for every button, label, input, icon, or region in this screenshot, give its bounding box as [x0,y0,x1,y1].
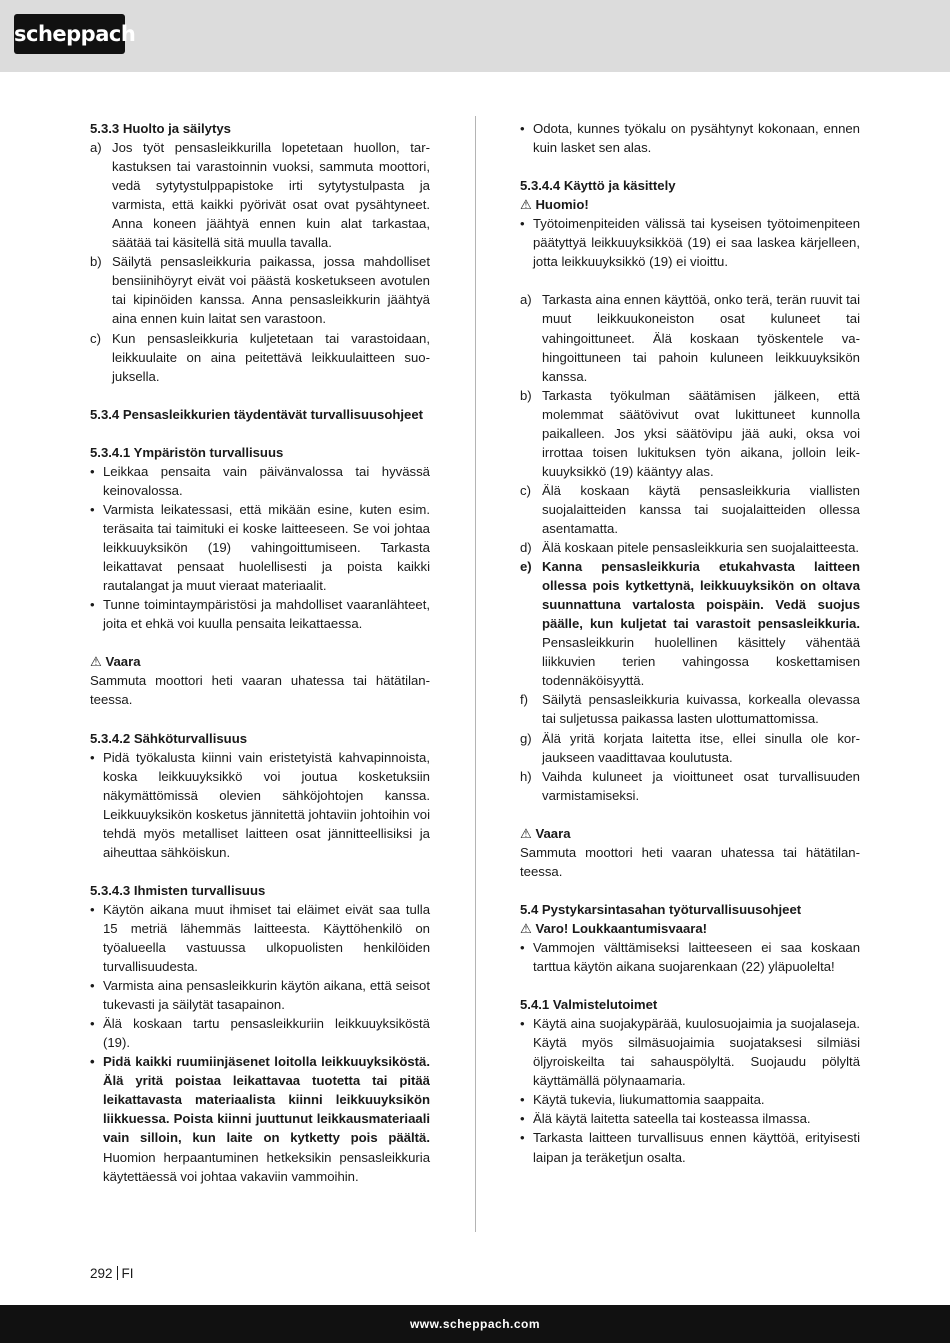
list-marker: b) [90,254,102,270]
bullet-item [520,1014,860,1090]
note-heading [520,195,860,214]
bullet-marker: • [90,901,95,917]
bullet-text: Käytä tukevia, liukumattomia saappaita. [533,1092,765,1108]
page-footer [90,1266,134,1281]
language-code: FI [121,1266,134,1281]
page-number: 292 [90,1266,113,1281]
bullet-item [90,748,430,862]
list-item [90,138,430,252]
danger-heading [520,824,860,843]
section-5-4-1-title: 5.4.1 Valmistelutoimet [520,997,658,1013]
bullet-marker: • [520,1130,525,1146]
list-marker: c) [90,330,101,346]
list-item [520,481,860,538]
list-marker: a) [90,140,102,156]
warning-triangle-icon: ⚠ [520,920,532,936]
bullet-text: Älä käytä laitetta sateella tai kosteassa ilmassa. [533,1111,811,1127]
list-item-text: Älä koskaan käytä pensasleikkuria viallisten suojalaitteiden kanssa tai suojalaitteiden ollessa asentamatta. [542,482,860,536]
list-item-text: Pensasleikkurin huolellinen käsittely vähentää liikkuvien terien vahingossa koskettamisen todennäköisyyttä. [542,635,860,689]
danger-heading [90,652,430,671]
section-5-4-title: 5.4 Pystykarsintasahan työturvallisuusohjeet [520,901,802,917]
bullet-marker: • [520,121,525,136]
bullet-marker: • [90,597,95,613]
list-item [520,690,860,728]
list-marker: h) [520,768,532,784]
website-url: www.scheppach.com [409,1317,541,1331]
section-5-3-4-3-title: 5.3.4.3 Ihmisten turvallisuus [90,882,266,898]
bullet-item [90,462,430,500]
danger-title: Vaara [535,825,571,841]
bullet-item [520,214,860,271]
bullet-text: Leikkaa pensaita vain päivänvalossa tai hyvässä keinovalossa. [103,463,430,498]
list-marker: d) [520,540,532,556]
list-item-text: Kun pensasleikkuria kuljetetaan tai varastoidaan, leikkuulaite on aina peitettävä leikkuulaitteen suojuksella. [112,330,430,384]
warning-heading [520,919,860,938]
list-marker: f) [520,692,529,708]
list-marker: c) [520,482,531,498]
bullet-marker: • [520,1111,525,1127]
danger-title: Vaara [105,654,141,670]
list-item-text: Jos työt pensasleikkurilla lopetetaan huollon, tarkastuksen tai varastoinnin vuoksi, sammuta moottori, vedä sytytystulppapistoke irti sytytystulpasta ja varmista, että kaikki pyörivät osat ovat pysähtyneet. Anna koneen jäähtyä ennen kuin alat tarkastaa, säätää tai käsitellä sitä muulla tavalla. [112,140,430,251]
bullet-text: Huomion herpaantuminen hetkeksikin pensasleikkuria käytettäessä voi johtaa vakaviin vammoihin. [103,1149,430,1184]
list-marker: g) [520,730,532,746]
bullet-text: Odota, kunnes työkalu on pysähtynyt kokonaan, ennen kuin lasket sen alas. [533,121,860,156]
bullet-text: Tarkasta laitteen turvallisuus ennen käyttöä, erityisesti laipan ja teräketjun osalta. [533,1130,860,1165]
bullet-item [520,938,860,976]
list-item [520,538,860,557]
warning-title: Varo! Loukkaantumisvaara! [535,920,708,936]
bullet-marker: • [90,749,95,765]
bullet-text: Työtoimenpiteiden välissä tai kyseisen työtoimenpiteen päätyttyä leikkuuyksikköä (19) ei saa laskea kärjelleen, jotta leikkuuyksikkö (19) ei vioittu. [533,216,860,270]
footer-separator [117,1266,118,1280]
section-5-3-4-4-title: 5.3.4.4 Käyttö ja käsittely [520,178,676,194]
list-item-text: Säilytä pensasleikkuria kuivassa, korkealla olevassa tai suljetussa paikassa lasten ulottumattomissa. [542,692,860,727]
warning-triangle-icon: ⚠ [520,197,532,213]
list-item-text: Säilytä pensasleikkuria paikassa, jossa mahdolliset bensiinihöyryt eivät voi päästä kosketukseen avotulen tai kipinöiden kanssa. Anna pensasleikkurin jäähtyä aina ennen kuin laitat sen varastoon. [112,254,430,327]
bullet-text: Vammojen välttämiseksi laitteeseen ei saa koskaan tarttua käytön aikana suojarenkaan (22) yläpuolelta! [533,940,860,975]
danger-text: Sammuta moottori heti vaaran uhatessa tai hätätilanteessa. [520,844,860,879]
bullet-item [90,595,430,633]
bullet-marker: • [90,463,95,479]
bullet-text: Varmista aina pensasleikkurin käytön aikana, että seisot tukevasti ja säilytät tasapainon. [103,978,430,1013]
bullet-text: Varmista leikatessasi, että mikään esine, kuten esim. teräsaita tai taimituki ei koske laitteeseen. Se voi johtaa leikkuuyksikön (19) vahingoittumiseen. Tarkasta leikattavat pensaat huolellisesti ja poista kaikki rautalangat ja muut vieraat materiaalit. [103,501,430,594]
right-column [520,119,860,1167]
list-item [90,252,430,328]
bullet-item-bold [90,1052,430,1185]
bullet-marker: • [520,216,525,232]
section-5-3-3-title: 5.3.3 Huolto ja säilytys [90,121,231,136]
list-item-text-bold: Kanna pensasleikkuria etukahvasta laitteen ollessa pois kytkettynä, leikkuuyksikön on oltava suunnattuna vartalosta poispäin. Vedä suojus päälle, kun kuljetat tai varastoit pensasleikkuria. [542,559,860,632]
list-item [90,329,430,386]
bullet-item [90,500,430,595]
warning-triangle-icon: ⚠ [90,654,102,670]
bullet-item [520,119,860,157]
left-column [90,119,430,1186]
section-5-3-4-title: 5.3.4 Pensasleikkurien täydentävät turvallisuusohjeet [90,406,424,422]
list-marker: e) [520,559,532,575]
list-item [520,386,860,481]
bullet-marker: • [520,1016,525,1032]
list-item-text: Älä koskaan pitele pensasleikkuria sen suojalaitteesta. [542,540,860,556]
bullet-item [520,1090,860,1109]
list-item [520,767,860,805]
bullet-marker: • [90,978,95,994]
bullet-text: Pidä työkalusta kiinni vain eristetyistä kahvapinnoista, koska leikkuuyksikkö voi joutua kosketuksiin näkymättömissä olevien sähköjohtojen kanssa. Leikkuuyksikön kosketus jännitettä johtaviin johtoihin voi tehdä myös metalliset laitteen osat jännitteellisiksi ja aiheuttaa sähköiskun. [103,749,430,860]
list-marker: a) [520,292,532,308]
list-item-text: Vaihda kuluneet ja vioittuneet osat turvallisuuden varmistamiseksi. [542,768,860,803]
bullet-item [90,900,430,976]
brand-logo: scheppach [14,14,125,54]
list-item-text: Älä yritä korjata laitetta itse, ellei sinulla ole korjaukseen vaadittavaa koulutusta. [542,730,860,765]
column-divider [475,116,476,1232]
bullet-text-bold: Pidä kaikki ruumiinjäsenet loitolla leikkuuyksiköstä. Älä yritä poistaa leikattavaa tuotetta tai pitää leikattavasta materiaalista kiinni leikkuuyksikön liikkuessa. Poista kiinni juuttunut leikkausmateriaali vain silloin, kun laite on kytketty pois päältä. [103,1054,430,1146]
section-5-3-4-2-title: 5.3.4.2 Sähköturvallisuus [90,730,248,746]
bullet-text: Käytä aina suojakypärää, kuulosuojaimia ja suojalaseja. Käytä myös silmäsuojaimia suojataksesi silmiäsi öljyroiskeilta tai sahauspölyltä. Suojaudu pölyltä käyttämällä pölynaamaria. [533,1016,860,1089]
bullet-text: Tunne toimintaympäristösi ja mahdolliset vaaranlähteet, joita et ehkä voi kuulla pensaita leikattaessa. [103,597,430,632]
list-marker: b) [520,387,532,403]
warning-triangle-icon: ⚠ [520,825,532,841]
note-title: Huomio! [535,197,589,213]
list-item [520,290,860,385]
bullet-marker: • [90,501,95,517]
list-item-text: Tarkasta työkulman säätämisen jälkeen, että molemmat säätövivut ovat lukittuneet kunnolla paikalleen. Jos yksi säätövipu jää auki, oksa voi irrottaa toisen lukituksen työn aikana, jolloin leikkuuyksikkö (19) kääntyy alas. [542,387,860,479]
bullet-marker: • [90,1016,95,1032]
list-item [520,729,860,767]
bullet-marker: • [520,1092,525,1108]
bullet-item [520,1109,860,1128]
list-item-text: Tarkasta aina ennen käyttöä, onko terä, terän ruuvit tai muut leikkuukoneiston osat kuluneet tai vahingoittuneet. Älä koskaan työskentele vahingoittuneen tai pahoin kuluneen leikkuuyksikön kanssa. [542,292,860,384]
bullet-text: Käytön aikana muut ihmiset tai eläimet eivät saa tulla 15 metriä lähemmäs laitteesta. Käyttöhenkilö on työalueella vastuussa ulkopuolisten henkilöiden turvallisuudesta. [103,901,430,975]
bullet-text: Älä koskaan tartu pensasleikkuriin leikkuuyksiköstä (19). [103,1016,430,1051]
bullet-marker: • [520,940,525,956]
section-5-3-4-1-title: 5.3.4.1 Ympäristön turvallisuus [90,444,284,460]
danger-text: Sammuta moottori heti vaaran uhatessa tai hätätilanteessa. [90,673,430,708]
header-band [0,0,950,72]
bullet-item [90,976,430,1014]
bullet-marker: • [90,1054,95,1070]
bullet-item [520,1128,860,1166]
bullet-item [90,1014,430,1052]
list-item-bold [520,557,860,690]
footer-bar [0,1305,950,1343]
